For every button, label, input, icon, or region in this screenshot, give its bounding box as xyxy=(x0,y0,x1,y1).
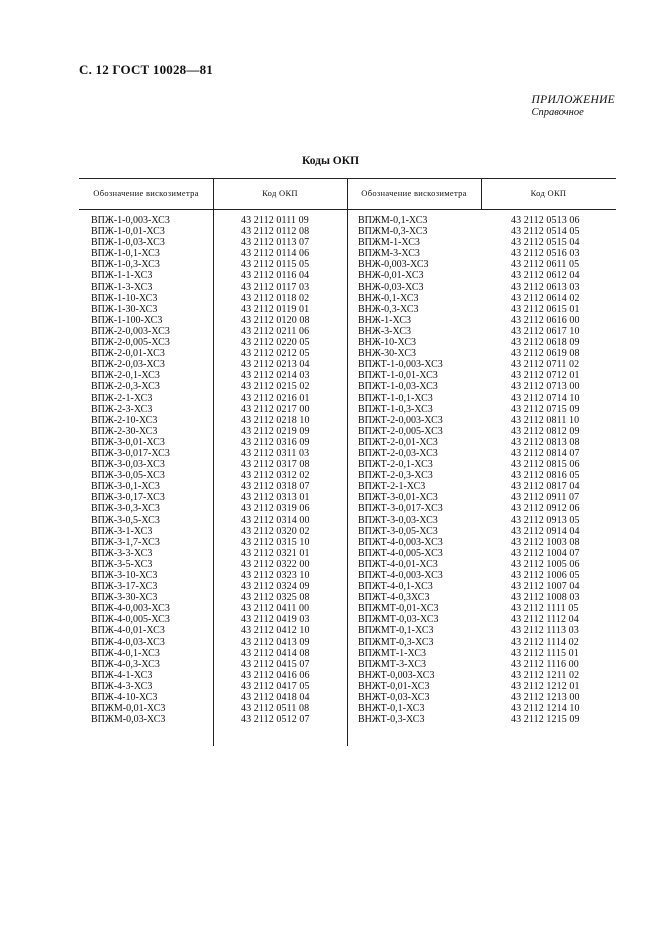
viscometer-designation: ВПЖ-4-0,3-ХС3 xyxy=(91,658,160,670)
viscometer-designation: ВНЖ-0,3-ХС3 xyxy=(358,303,419,315)
okp-code: 43 2112 1212 01 xyxy=(511,680,580,692)
okp-code: 43 2112 0617 10 xyxy=(511,325,580,337)
viscometer-designation: ВПЖ-1-0,003-ХС3 xyxy=(91,215,170,226)
viscometer-designation: ВПЖ-4-1-ХС3 xyxy=(91,669,153,681)
okp-code: 43 2112 1114 02 xyxy=(511,636,579,648)
okp-code: 43 2112 0715 09 xyxy=(511,403,580,415)
okp-code: 43 2112 1213 00 xyxy=(511,692,580,704)
okp-code: 43 2112 0214 03 xyxy=(241,370,310,382)
okp-code: 43 2112 0618 09 xyxy=(511,337,580,349)
viscometer-designation: ВНЖ-0,01-ХС3 xyxy=(358,270,424,282)
viscometer-designation: ВПЖМ-0,01-ХС3 xyxy=(91,703,166,715)
okp-code: 43 2112 1003 08 xyxy=(511,536,580,548)
okp-code: 43 2112 0611 05 xyxy=(511,259,580,271)
appendix-title: ПРИЛОЖЕНИЕ xyxy=(531,94,615,106)
okp-codes-table xyxy=(79,178,616,746)
viscometer-designation: ВНЖ-0,1-ХС3 xyxy=(358,292,419,304)
okp-code: 43 2112 0324 09 xyxy=(241,581,310,593)
viscometer-designation: ВПЖ-2-0,03-ХС3 xyxy=(91,359,165,371)
viscometer-designation: ВПЖ-3-1-ХС3 xyxy=(91,525,153,537)
okp-code: 43 2112 0220 05 xyxy=(241,337,310,349)
okp-code: 43 2112 0317 08 xyxy=(241,459,310,471)
appendix-label xyxy=(532,94,615,118)
viscometer-designation: ВНЖ-1-ХС3 xyxy=(358,314,412,326)
viscometer-designation: ВНЖ-3-ХС3 xyxy=(358,325,412,337)
viscometer-designation: ВПЖ-3-0,05-ХС3 xyxy=(91,470,165,482)
okp-code: 43 2112 0311 03 xyxy=(241,447,310,459)
viscometer-designation: ВПЖ-3-3-ХС3 xyxy=(91,547,153,559)
viscometer-designation: ВПЖ-4-10-ХС3 xyxy=(91,692,158,704)
okp-code: 43 2112 0217 00 xyxy=(241,403,310,415)
okp-code: 43 2112 0418 04 xyxy=(241,692,310,704)
viscometer-designation: ВПЖТ-2-0,03-ХС3 xyxy=(358,447,438,459)
viscometer-designation: ВПЖТ-1-0,01-ХС3 xyxy=(358,370,438,382)
viscometer-designation: ВПЖТ-2-1-ХС3 xyxy=(358,481,426,493)
viscometer-designation: ВПЖ-1-10-ХС3 xyxy=(91,292,158,304)
okp-code: 43 2112 1005 06 xyxy=(511,558,580,570)
okp-code: 43 2112 0813 08 xyxy=(511,436,580,448)
viscometer-designation: ВПЖ-1-0,3-ХС3 xyxy=(91,259,160,271)
viscometer-designation: ВПЖМ-3-ХС3 xyxy=(358,248,420,260)
okp-code: 43 2112 0614 02 xyxy=(511,292,580,304)
okp-code: 43 2112 0516 03 xyxy=(511,248,580,260)
viscometer-designation: ВПЖ-2-0,01-ХС3 xyxy=(91,348,165,360)
okp-code: 43 2112 0415 07 xyxy=(241,658,310,670)
okp-code: 43 2112 0325 08 xyxy=(241,592,310,604)
okp-code: 43 2112 0615 01 xyxy=(511,303,580,315)
okp-code: 43 2112 0616 00 xyxy=(511,314,580,326)
okp-code: 43 2112 0320 02 xyxy=(241,525,310,537)
viscometer-designation: ВПЖ-1-0,1-ХС3 xyxy=(91,248,160,260)
okp-code: 43 2112 0914 04 xyxy=(511,525,580,537)
right-designation-column xyxy=(358,215,443,725)
okp-code: 43 2112 1112 04 xyxy=(511,614,579,626)
viscometer-designation: ВНЖТ-0,1-ХС3 xyxy=(358,703,425,715)
okp-code: 43 2112 0515 04 xyxy=(511,237,580,249)
viscometer-designation: ВПЖМТ-0,3-ХС3 xyxy=(358,636,434,648)
viscometer-designation: ВПЖМ-0,1-ХС3 xyxy=(358,215,428,226)
okp-code: 43 2112 0714 10 xyxy=(511,392,580,404)
table-title: Коды ОКП xyxy=(301,155,360,167)
viscometer-designation: ВПЖ-2-3-ХС3 xyxy=(91,403,153,415)
okp-code: 43 2112 0119 01 xyxy=(241,303,310,315)
viscometer-designation: ВПЖ-3-0,017-ХС3 xyxy=(91,447,170,459)
viscometer-designation: ВПЖТ-1-0,003-ХС3 xyxy=(358,359,443,371)
okp-code: 43 2112 0816 05 xyxy=(511,470,580,482)
viscometer-designation: ВПЖТ-4-0,003-ХС3 xyxy=(358,570,443,581)
viscometer-designation: ВНЖТ-0,03-ХС3 xyxy=(358,692,430,704)
okp-code: 43 2112 0411 00 xyxy=(241,603,310,615)
okp-code: 43 2112 0213 04 xyxy=(241,359,310,371)
viscometer-designation: ВПЖТ-2-0,005-ХС3 xyxy=(358,425,443,437)
header-designation-left: Обозначение вискозиметра xyxy=(93,188,199,198)
okp-code: 43 2112 0219 09 xyxy=(241,425,310,437)
okp-code: 43 2112 0312 02 xyxy=(241,470,310,482)
okp-code: 43 2112 1115 01 xyxy=(511,647,579,659)
viscometer-designation: ВПЖТ-3-0,05-ХС3 xyxy=(358,525,438,537)
okp-code: 43 2112 0815 06 xyxy=(511,459,580,471)
okp-code: 43 2112 1111 05 xyxy=(511,603,579,615)
viscometer-designation: ВПЖТ-3-0,01-ХС3 xyxy=(358,492,438,504)
viscometer-designation: ВПЖ-2-1-ХС3 xyxy=(91,392,153,404)
appendix-subtitle: Справочное xyxy=(531,107,584,118)
viscometer-designation: ВНЖ-0,03-ХС3 xyxy=(358,281,424,293)
viscometer-designation: ВПЖТ-3-0,017-ХС3 xyxy=(358,503,443,515)
okp-code: 43 2112 1214 10 xyxy=(511,703,580,715)
okp-code: 43 2112 0412 10 xyxy=(241,625,310,637)
header-code-right: Код ОКП xyxy=(530,188,567,198)
okp-code: 43 2112 0111 09 xyxy=(241,215,309,226)
okp-code: 43 2112 0120 08 xyxy=(241,314,310,326)
header-code-left: Код ОКП xyxy=(262,188,298,198)
okp-code: 43 2112 0322 00 xyxy=(241,558,310,570)
okp-code: 43 2112 0514 05 xyxy=(511,226,580,238)
viscometer-designation: ВПЖТ-4-0,005-ХС3 xyxy=(358,547,443,559)
okp-code: 43 2112 0912 06 xyxy=(511,503,580,515)
okp-code: 43 2112 0414 08 xyxy=(241,647,310,659)
okp-code: 43 2112 0512 07 xyxy=(241,714,310,726)
viscometer-designation: ВПЖ-1-1-ХС3 xyxy=(91,270,153,282)
okp-code: 43 2112 0319 06 xyxy=(241,503,310,515)
page-header: С. 12 ГОСТ 10028—81 xyxy=(79,62,213,77)
viscometer-designation: ВПЖ-3-0,01-ХС3 xyxy=(91,436,165,448)
okp-code: 43 2112 0115 05 xyxy=(241,259,310,271)
okp-code: 43 2112 1008 03 xyxy=(511,592,580,604)
viscometer-designation: ВПЖТ-4-0,01-ХС3 xyxy=(358,558,438,570)
viscometer-designation: ВПЖТ-4-0,1-ХС3 xyxy=(358,581,433,593)
okp-code: 43 2112 0613 03 xyxy=(511,281,580,293)
okp-code: 43 2112 0419 03 xyxy=(241,614,310,626)
okp-code: 43 2112 0211 06 xyxy=(241,325,310,337)
okp-code: 43 2112 1211 02 xyxy=(511,669,580,681)
okp-code: 43 2112 1006 05 xyxy=(511,570,580,581)
okp-code: 43 2112 0117 03 xyxy=(241,281,310,293)
okp-code: 43 2112 1215 09 xyxy=(511,714,580,726)
viscometer-designation: ВПЖ-1-0,01-ХС3 xyxy=(91,226,165,238)
viscometer-designation: ВПЖ-3-0,1-ХС3 xyxy=(91,481,160,493)
viscometer-designation: ВПЖ-2-30-ХС3 xyxy=(91,425,158,437)
okp-code: 43 2112 0811 10 xyxy=(511,414,580,426)
okp-code: 43 2112 0417 05 xyxy=(241,680,310,692)
okp-code: 43 2112 1113 03 xyxy=(511,625,579,637)
okp-code: 43 2112 0612 04 xyxy=(511,270,580,282)
okp-code: 43 2112 0812 09 xyxy=(511,425,580,437)
okp-code: 43 2112 0711 02 xyxy=(511,359,580,371)
viscometer-designation: ВПЖ-4-0,005-ХС3 xyxy=(91,614,170,626)
okp-code: 43 2112 0712 01 xyxy=(511,370,580,382)
okp-code: 43 2112 0318 07 xyxy=(241,481,310,493)
okp-code: 43 2112 0323 10 xyxy=(241,570,310,581)
header-designation-right: Обозначение вискозиметра xyxy=(361,188,467,198)
okp-code: 43 2112 0913 05 xyxy=(511,514,580,526)
viscometer-designation: ВПЖМ-0,3-ХС3 xyxy=(358,226,428,238)
viscometer-designation: ВНЖ-30-ХС3 xyxy=(358,348,417,360)
okp-code: 43 2112 0218 10 xyxy=(241,414,310,426)
okp-code: 43 2112 1007 04 xyxy=(511,581,580,593)
okp-code: 43 2112 0619 08 xyxy=(511,348,580,360)
viscometer-designation: ВПЖ-4-0,03-ХС3 xyxy=(91,636,165,648)
okp-code: 43 2112 0118 02 xyxy=(241,292,310,304)
viscometer-designation: ВПЖ-2-0,003-ХС3 xyxy=(91,325,170,337)
viscometer-designation: ВПЖМТ-0,01-ХС3 xyxy=(358,603,439,615)
viscometer-designation: ВПЖТ-2-0,1-ХС3 xyxy=(358,459,433,471)
viscometer-designation: ВПЖ-4-0,1-ХС3 xyxy=(91,647,160,659)
column-divider-2 xyxy=(347,178,348,746)
viscometer-designation: ВПЖМТ-3-ХС3 xyxy=(358,658,427,670)
viscometer-designation: ВПЖ-3-1,7-ХС3 xyxy=(91,536,160,548)
viscometer-designation: ВПЖ-1-0,03-ХС3 xyxy=(91,237,165,249)
viscometer-designation: ВПЖТ-1-0,1-ХС3 xyxy=(358,392,433,404)
viscometer-designation: ВПЖ-4-3-ХС3 xyxy=(91,680,153,692)
viscometer-designation: ВПЖТ-4-0,3ХС3 xyxy=(358,592,430,604)
left-designation-column xyxy=(91,215,170,725)
okp-code: 43 2112 0713 00 xyxy=(511,381,580,393)
okp-code: 43 2112 0416 06 xyxy=(241,669,310,681)
viscometer-designation: ВПЖ-2-0,005-ХС3 xyxy=(91,337,170,349)
viscometer-designation: ВПЖМТ-1-ХС3 xyxy=(358,647,427,659)
okp-code: 43 2112 0212 05 xyxy=(241,348,310,360)
right-code-column xyxy=(511,215,580,725)
viscometer-designation: ВПЖ-3-0,03-ХС3 xyxy=(91,459,165,471)
viscometer-designation: ВПЖМ-0,03-ХС3 xyxy=(91,714,166,726)
okp-code: 43 2112 0216 01 xyxy=(241,392,310,404)
okp-code: 43 2112 0513 06 xyxy=(511,215,580,226)
viscometer-designation: ВПЖ-2-0,3-ХС3 xyxy=(91,381,160,393)
okp-code: 43 2112 0116 04 xyxy=(241,270,310,282)
okp-code: 43 2112 1004 07 xyxy=(511,547,580,559)
viscometer-designation: ВПЖ-1-3-ХС3 xyxy=(91,281,153,293)
viscometer-designation: ВПЖ-1-30-ХС3 xyxy=(91,303,158,315)
okp-code: 43 2112 0413 09 xyxy=(241,636,310,648)
viscometer-designation: ВПЖ-1-100-ХС3 xyxy=(91,314,163,326)
okp-code: 43 2112 0511 08 xyxy=(241,703,310,715)
okp-code: 43 2112 0114 06 xyxy=(241,248,310,260)
viscometer-designation: ВПЖТ-1-0,03-ХС3 xyxy=(358,381,438,393)
viscometer-designation: ВПЖ-3-5-ХС3 xyxy=(91,558,153,570)
viscometer-designation: ВПЖ-2-10-ХС3 xyxy=(91,414,158,426)
viscometer-designation: ВПЖТ-2-0,01-ХС3 xyxy=(358,436,438,448)
viscometer-designation: ВПЖТ-1-0,3-ХС3 xyxy=(358,403,433,415)
okp-code: 43 2112 0314 00 xyxy=(241,514,310,526)
okp-code: 43 2112 0112 08 xyxy=(241,226,310,238)
viscometer-designation: ВПЖ-2-0,1-ХС3 xyxy=(91,370,160,382)
okp-code: 43 2112 0113 07 xyxy=(241,237,310,249)
viscometer-designation: ВПЖ-3-0,3-ХС3 xyxy=(91,503,160,515)
okp-code: 43 2112 0316 09 xyxy=(241,436,310,448)
okp-code: 43 2112 0315 10 xyxy=(241,536,310,548)
viscometer-designation: ВПЖТ-2-0,003-ХС3 xyxy=(358,414,443,426)
viscometer-designation: ВПЖТ-2-0,3-ХС3 xyxy=(358,470,433,482)
viscometer-designation: ВНЖТ-0,3-ХС3 xyxy=(358,714,425,726)
viscometer-designation: ВПЖТ-3-0,03-ХС3 xyxy=(358,514,438,526)
viscometer-designation: ВПЖ-3-17-ХС3 xyxy=(91,581,158,593)
viscometer-designation: ВНЖТ-0,003-ХС3 xyxy=(358,669,435,681)
viscometer-designation: ВПЖМТ-0,1-ХС3 xyxy=(358,625,434,637)
viscometer-designation: ВНЖТ-0,01-ХС3 xyxy=(358,680,430,692)
okp-code: 43 2112 0814 07 xyxy=(511,447,580,459)
viscometer-designation: ВПЖ-3-30-ХС3 xyxy=(91,592,158,604)
viscometer-designation: ВПЖМТ-0,03-ХС3 xyxy=(358,614,439,626)
viscometer-designation: ВПЖ-3-10-ХС3 xyxy=(91,570,158,581)
okp-code: 43 2112 0911 07 xyxy=(511,492,580,504)
viscometer-designation: ВПЖМ-1-ХС3 xyxy=(358,237,420,249)
okp-code: 43 2112 0321 01 xyxy=(241,547,310,559)
okp-code: 43 2112 1116 00 xyxy=(511,658,579,670)
viscometer-designation: ВПЖ-3-0,17-ХС3 xyxy=(91,492,165,504)
viscometer-designation: ВПЖТ-4-0,003-ХС3 xyxy=(358,536,443,548)
viscometer-designation: ВНЖ-0,003-ХС3 xyxy=(358,259,429,271)
okp-code: 43 2112 0817 04 xyxy=(511,481,580,493)
okp-code: 43 2112 0215 02 xyxy=(241,381,310,393)
viscometer-designation: ВНЖ-10-ХС3 xyxy=(358,337,417,349)
viscometer-designation: ВПЖ-4-0,01-ХС3 xyxy=(91,625,165,637)
left-code-column xyxy=(241,215,310,725)
viscometer-designation: ВПЖ-3-0,5-ХС3 xyxy=(91,514,160,526)
column-divider-1 xyxy=(213,178,214,746)
okp-code: 43 2112 0313 01 xyxy=(241,492,310,504)
viscometer-designation: ВПЖ-4-0,003-ХС3 xyxy=(91,603,170,615)
